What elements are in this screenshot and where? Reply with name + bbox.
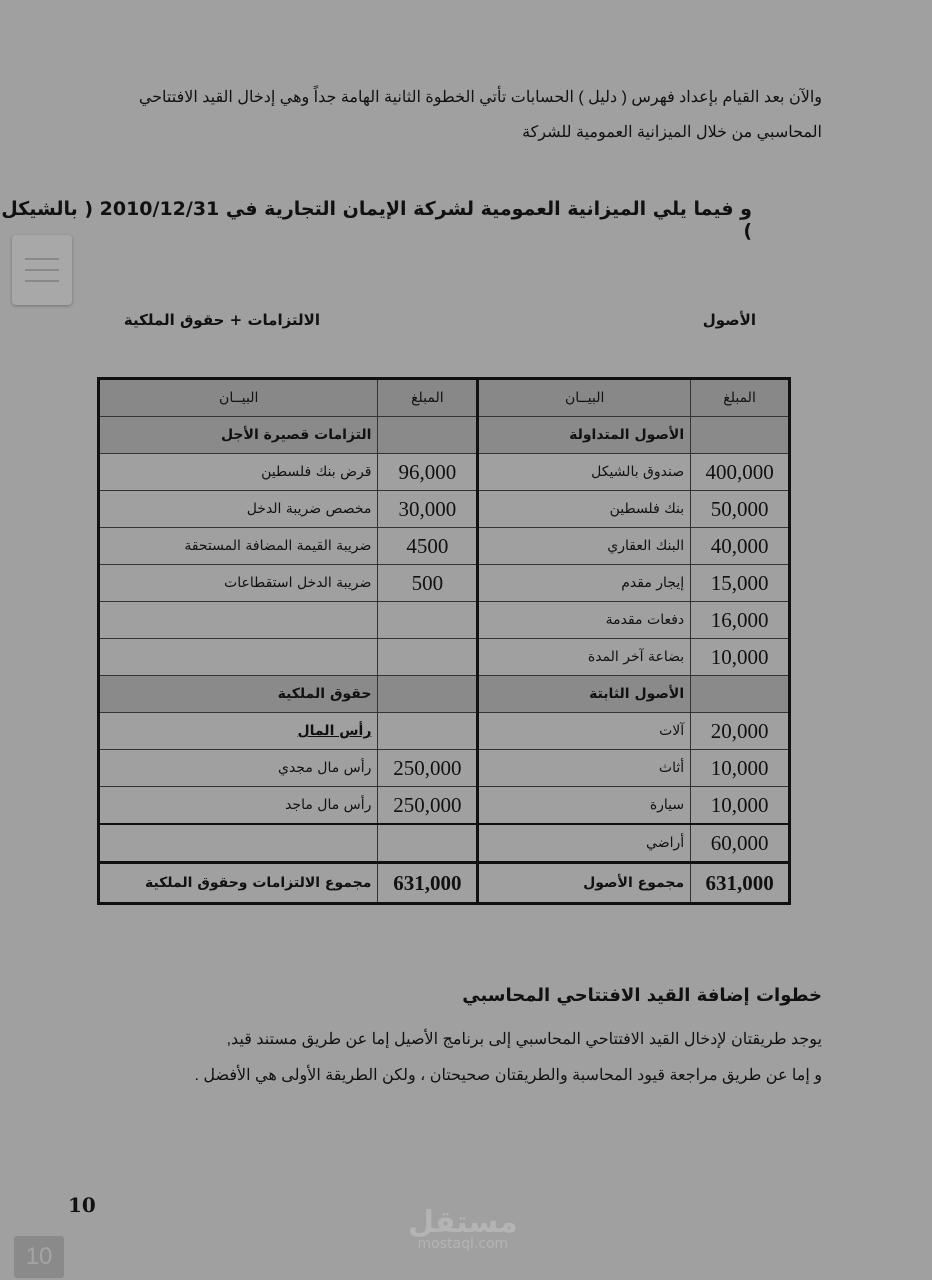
asset-amount: 50,000 [691,491,790,528]
liability-amount: 631,000 [378,863,478,904]
header-amount: المبلغ [691,379,790,417]
liability-amount: 30,000 [378,491,478,528]
watermark-logo [408,1205,518,1252]
asset-description: البنك العقاري [478,528,691,565]
liability-amount [378,676,478,713]
page-number: 10 [68,1193,96,1217]
section-row [99,417,790,454]
liability-amount [378,639,478,676]
asset-amount: 10,000 [691,639,790,676]
table-row [99,491,790,528]
liability-amount: 4500 [378,528,478,565]
liability-description [99,639,378,676]
asset-amount: 631,000 [691,863,790,904]
liability-description: رأس مال مجدي [99,750,378,787]
asset-description: سيارة [478,787,691,825]
table-row [99,713,790,750]
table-row [99,787,790,825]
liability-amount [378,824,478,863]
liability-amount: 250,000 [378,750,478,787]
asset-description: دفعات مقدمة [478,602,691,639]
balance-sheet-table [97,377,791,905]
menu-button[interactable] [12,235,72,305]
table-row [99,639,790,676]
watermark-arabic: مستقل [408,1205,518,1240]
liability-description [99,602,378,639]
asset-amount: 15,000 [691,565,790,602]
asset-description: مجموع الأصول [478,863,691,904]
asset-amount: 10,000 [691,787,790,825]
table-header [99,379,790,417]
asset-description: بنك فلسطين [478,491,691,528]
liability-description: ضريبة القيمة المضافة المستحقة [99,528,378,565]
menu-icon [25,269,59,271]
liability-amount [378,713,478,750]
liabilities-label: الالتزامات + حقوق الملكية [123,311,320,329]
asset-description: آلات [478,713,691,750]
steps-line: يوجد طريقتان لإدخال القيد الافتتاحي المحاسبي إلى برنامج الأصيل إما عن طريق مستند قيد, [226,1031,822,1048]
asset-amount: 400,000 [691,454,790,491]
page-indicator[interactable]: 10 [14,1236,64,1278]
header-desc: البيــان [478,379,691,417]
table-row [99,750,790,787]
section-heading: خطوات إضافة القيد الافتتاحي المحاسبي [462,985,822,1006]
intro-paragraph: والآن بعد القيام بإعداد فهرس ( دليل ) الحسابات تأتي الخطوة الثانية الهامة جداً وهي إدخال القيد الافتتاحي المحاسبي من خلال الميزانية العمومية للشركة [138,89,822,141]
asset-amount: 60,000 [691,824,790,863]
header-amount: المبلغ [378,379,478,417]
table-row [99,454,790,491]
assets-label: الأصول [702,311,756,329]
header-desc: البيــان [99,379,378,417]
asset-amount: 10,000 [691,750,790,787]
liability-description [99,824,378,863]
asset-amount: 40,000 [691,528,790,565]
liability-description: قرض بنك فلسطين [99,454,378,491]
asset-description: أثاث [478,750,691,787]
steps-line: و إما عن طريق مراجعة قيود المحاسبة والطريقتان صحيحتان ، ولكن الطريقة الأولى هي الأفضل . [194,1067,822,1084]
asset-amount [691,676,790,713]
asset-amount [691,417,790,454]
steps-paragraph [82,1022,822,1094]
asset-description: بضاعة آخر المدة [478,639,691,676]
liability-description: مجموع الالتزامات وحقوق الملكية [99,863,378,904]
liability-amount: 500 [378,565,478,602]
liability-amount [378,602,478,639]
liability-description: ضريبة الدخل استقطاعات [99,565,378,602]
liability-description: حقوق الملكية [99,676,378,713]
liability-description: مخصص ضريبة الدخل [99,491,378,528]
asset-description: الأصول المتداولة [478,417,691,454]
watermark-latin: mostaql.com [417,1236,509,1252]
asset-description: الأصول الثابتة [478,676,691,713]
liability-description: رأس المال [99,713,378,750]
menu-icon [25,280,59,282]
liability-amount: 96,000 [378,454,478,491]
table-row [99,565,790,602]
liability-amount: 250,000 [378,787,478,825]
menu-icon [25,258,59,260]
section-row [99,676,790,713]
asset-description: إيجار مقدم [478,565,691,602]
liability-amount [378,417,478,454]
total-row [99,863,790,904]
liability-description: رأس مال ماجد [99,787,378,825]
asset-description: أراضي [478,824,691,863]
liability-description: التزامات قصيرة الأجل [99,417,378,454]
table-row [99,602,790,639]
table-row [99,528,790,565]
asset-amount: 20,000 [691,713,790,750]
asset-amount: 16,000 [691,602,790,639]
balance-sheet-title: و فيما يلي الميزانية العمومية لشركة الإيمان التجارية في 2010/12/31 ( بالشيكل ) [1,198,752,242]
table-row [99,824,790,863]
asset-description: صندوق بالشيكل [478,454,691,491]
